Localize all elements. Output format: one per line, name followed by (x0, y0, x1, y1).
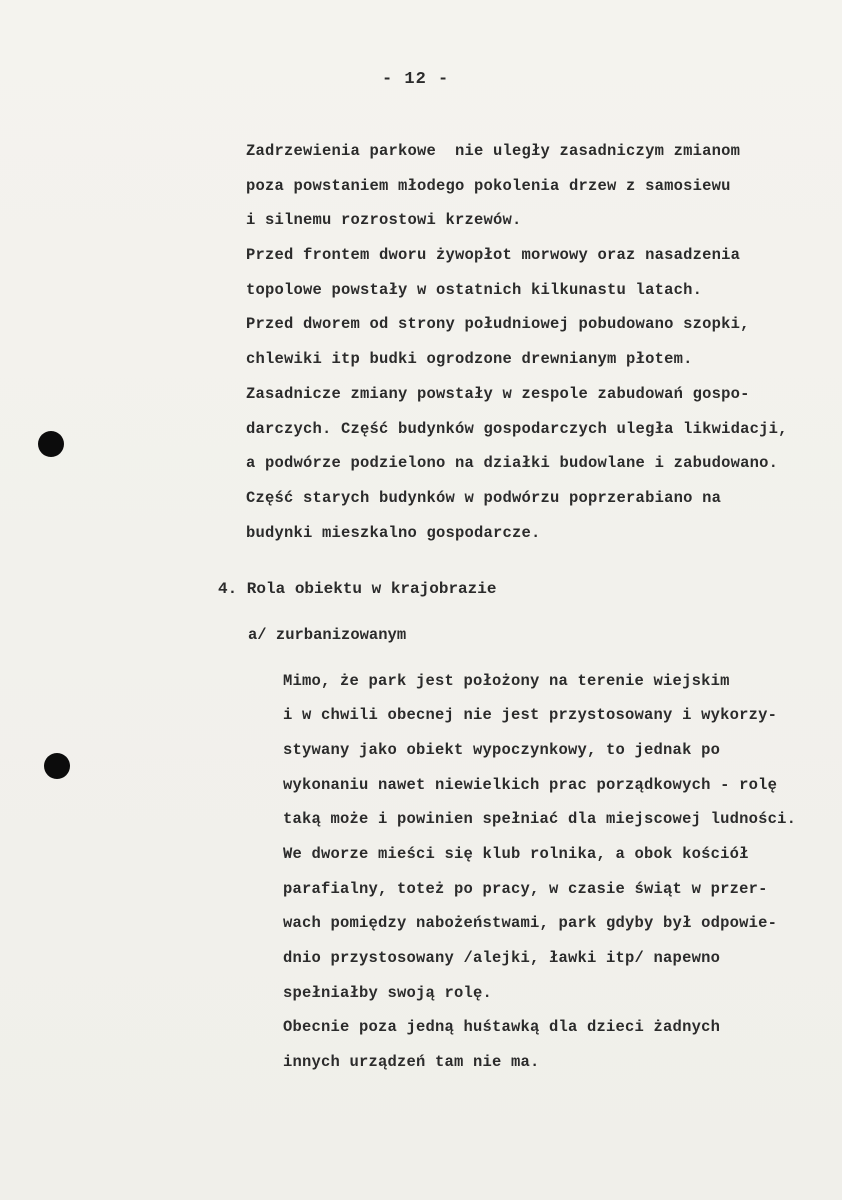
text-line: poza powstaniem młodego pokolenia drzew z samosiewu (246, 177, 731, 195)
text-line: Zasadnicze zmiany powstały w zespole zabudowań gospo- (246, 385, 750, 403)
section-heading: 4. Rola obiektu w krajobrazie (218, 580, 497, 598)
text-line: Przed dworem od strony południowej pobudowano szopki, (246, 315, 750, 333)
text-line: taką może i powinien spełniać dla miejscowej ludności. (283, 810, 797, 828)
text-line: We dworze mieści się klub rolnika, a obok kościół (283, 845, 749, 863)
punch-hole (38, 431, 64, 457)
text-line: darczych. Część budynków gospodarczych uległa likwidacji, (246, 420, 788, 438)
text-line: dnio przystosowany /alejki, ławki itp/ napewno (283, 949, 721, 967)
text-line: Zadrzewienia parkowe nie uległy zasadniczym zmianom (246, 142, 741, 160)
text-line: Mimo, że park jest położony na terenie wiejskim (283, 672, 730, 690)
text-line: Obecnie poza jedną huśtawką dla dzieci żadnych (283, 1018, 721, 1036)
text-line: chlewiki itp budki ogrodzone drewnianym płotem. (246, 350, 693, 368)
page-number: - 12 - (382, 70, 450, 89)
punch-hole (44, 753, 70, 779)
text-line: parafialny, toteż po pracy, w czasie świąt w przer- (283, 880, 768, 898)
text-line: wach pomiędzy nabożeństwami, park gdyby był odpowie- (283, 914, 778, 932)
text-line: budynki mieszkalno gospodarcze. (246, 524, 541, 542)
text-line: topolowe powstały w ostatnich kilkunastu latach. (246, 281, 703, 299)
text-line: wykonaniu nawet niewielkich prac porządkowych - rolę (283, 776, 778, 794)
text-line: i silnemu rozrostowi krzewów. (246, 211, 522, 229)
text-line: spełniałby swoją rolę. (283, 984, 493, 1002)
text-line: innych urządzeń tam nie ma. (283, 1053, 540, 1071)
text-line: Część starych budynków w podwórzu poprzerabiano na (246, 489, 722, 507)
subsection-heading: a/ zurbanizowanym (248, 626, 407, 644)
text-line: a podwórze podzielono na działki budowlane i zabudowano. (246, 454, 779, 472)
text-line: stywany jako obiekt wypoczynkowy, to jednak po (283, 741, 721, 759)
text-line: Przed frontem dworu żywopłot morwowy oraz nasadzenia (246, 246, 741, 264)
text-line: i w chwili obecnej nie jest przystosowany i wykorzy- (283, 706, 778, 724)
